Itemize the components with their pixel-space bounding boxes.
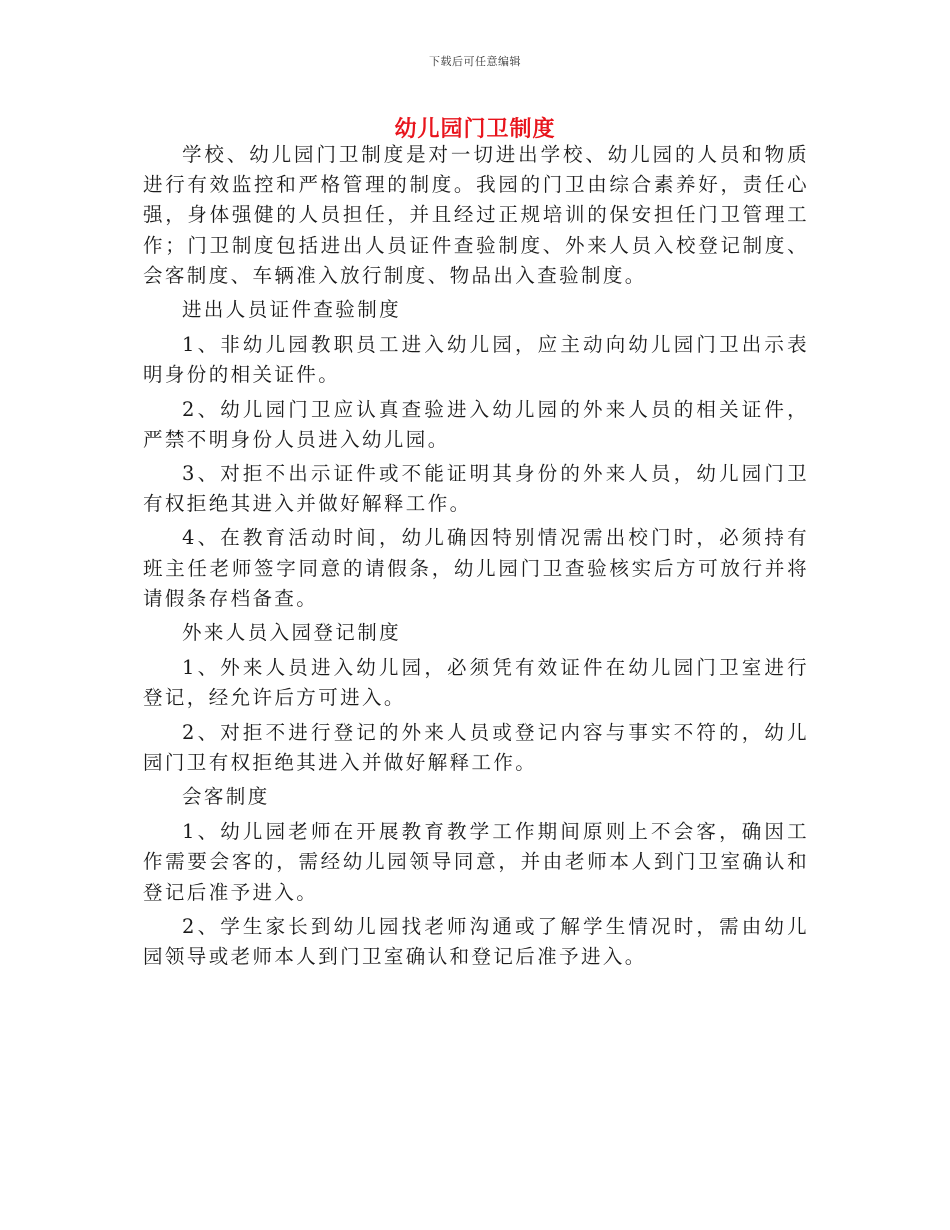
- document-title: 幼儿园门卫制度: [394, 116, 556, 142]
- list-item: 3、对拒不出示证件或不能证明其身份的外来人员，幼儿园门卫有权拒绝其进入并做好解释工作。: [143, 462, 809, 516]
- intro-paragraph: 学校、幼儿园门卫制度是对一切进出学校、幼儿园的人员和物质进行有效监控和严格管理的制度。我园的门卫由综合素养好，责任心强，身体强健的人员担任，并且经过正规培训的保安担任门卫管理工作；门卫制度包括进出人员证件查验制度、外来人员入校登记制度、会客制度、车辆准入放行制度、物品出入查验制度。: [143, 143, 809, 287]
- list-item: 2、对拒不进行登记的外来人员或登记内容与事实不符的，幼儿园门卫有权拒绝其进入并做好解释工作。: [143, 720, 809, 774]
- section-heading-guest-meeting: 会客制度: [182, 785, 270, 809]
- list-item: 1、外来人员进入幼儿园，必须凭有效证件在幼儿园门卫室进行登记，经允许后方可进入。: [143, 656, 809, 710]
- list-item: 2、幼儿园门卫应认真查验进入幼儿园的外来人员的相关证件，严禁不明身份人员进入幼儿园。: [143, 397, 809, 451]
- document-body: [143, 140, 809, 976]
- page-header: 下载后可任意编辑: [429, 55, 521, 68]
- list-item: 1、幼儿园老师在开展教育教学工作期间原则上不会客，确因工作需要会客的，需经幼儿园领导同意，并由老师本人到门卫室确认和登记后准予进入。: [143, 820, 809, 904]
- section-heading-id-check: 进出人员证件查验制度: [182, 298, 402, 322]
- list-item: 1、非幼儿园教职员工进入幼儿园，应主动向幼儿园门卫出示表明身份的相关证件。: [143, 333, 809, 387]
- list-item: 2、学生家长到幼儿园找老师沟通或了解学生情况时，需由幼儿园领导或老师本人到门卫室确认和登记后准予进入。: [143, 914, 809, 969]
- section-heading-visitor-registration: 外来人员入园登记制度: [182, 621, 402, 645]
- list-item: 4、在教育活动时间，幼儿确因特别情况需出校门时，必须持有班主任老师签字同意的请假条，幼儿园门卫查验核实后方可放行并将请假条存档备查。: [143, 526, 809, 610]
